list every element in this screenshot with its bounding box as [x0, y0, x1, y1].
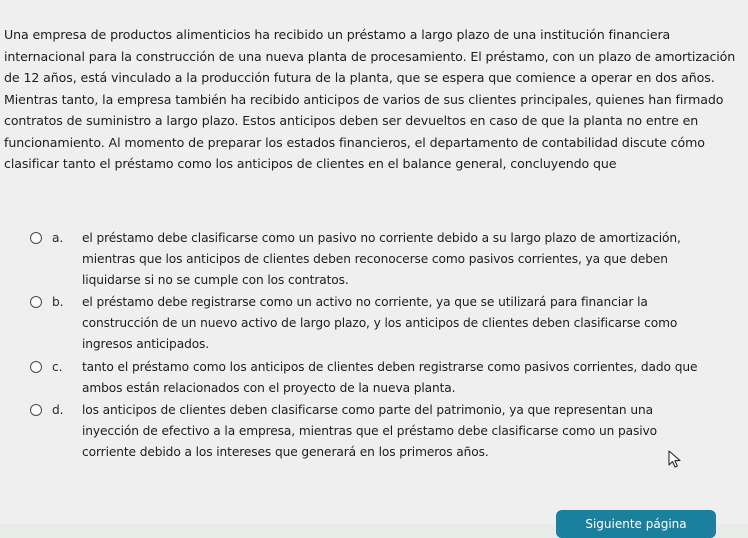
option-text: tanto el préstamo como los anticipos de clientes deben registrarse como pasivos corrientes, dado que ambos están relacionados con el proyecto de la nueva planta.	[82, 359, 698, 395]
next-page-button[interactable]: Siguiente página	[556, 510, 716, 538]
option-letter: c.	[52, 359, 63, 374]
option-a[interactable]	[30, 228, 710, 290]
answer-options	[30, 228, 710, 465]
option-letter: d.	[52, 403, 64, 418]
question-text: Una empresa de productos alimenticios ha recibido un préstamo a largo plazo de una institución financiera internacional para la construcción de una nueva planta de procesamiento. El préstamo, con un plazo de amortización de 12 años, está vinculado a la producción futura de la planta, que se espera que comience a operar en dos años. Mientras tanto, la empresa también ha recibido anticipos de varios de sus clientes principales, quienes han firmado contratos de suministro a largo plazo. Estos anticipos deben ser devueltos en caso de que la planta no entre en funcionamiento. Al momento de preparar los estados financieros, el departamento de contabilidad discute cómo clasificar tanto el préstamo como los anticipos de clientes en el balance general, concluyendo que	[4, 27, 736, 171]
option-letter: b.	[52, 295, 64, 310]
option-letter: a.	[52, 231, 64, 245]
radio-button-c[interactable]	[30, 361, 42, 373]
option-text: el préstamo debe clasificarse como un pasivo no corriente debido a su largo plazo de amortización, mientras que los anticipos de clientes deben reconocerse como pasivos corrientes, ya que deben liquidarse si no se cumple con los contratos.	[82, 231, 681, 287]
option-text: los anticipos de clientes deben clasificarse como parte del patrimonio, ya que representan una inyección de efectivo a la empresa, mientras que el préstamo debe clasificarse como un pasivo corriente debido a los intereses que generará en los primeros años.	[82, 403, 657, 459]
mouse-pointer-icon	[668, 450, 682, 468]
radio-button-b[interactable]	[30, 296, 42, 308]
radio-button-a[interactable]	[30, 232, 42, 244]
option-b[interactable]	[30, 292, 710, 354]
radio-button-d[interactable]	[30, 404, 42, 416]
option-d[interactable]	[30, 400, 710, 462]
option-c[interactable]	[30, 357, 710, 399]
option-text: el préstamo debe registrarse como un activo no corriente, ya que se utilizará para financiar la construcción de un nuevo activo de largo plazo, y los anticipos de clientes deben clasificarse como ingresos anticipados.	[82, 295, 678, 351]
